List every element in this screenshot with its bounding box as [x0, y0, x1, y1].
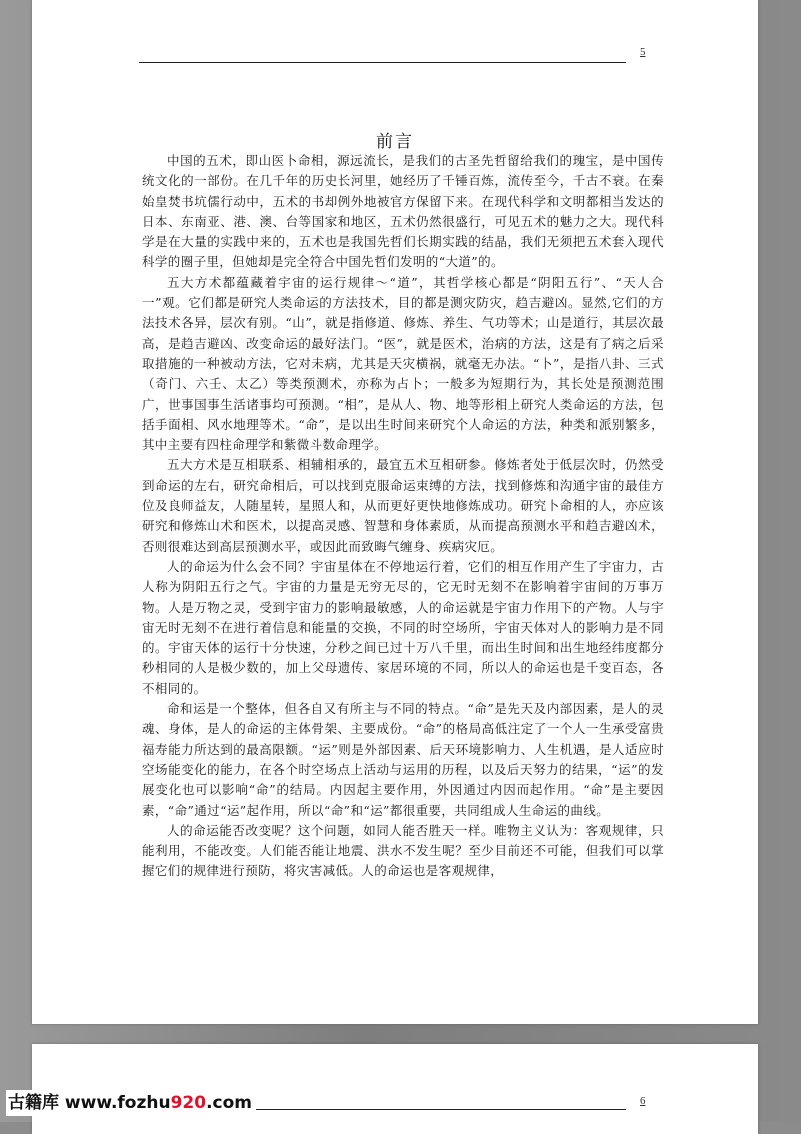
paragraph: 命和运是一个整体，但各自又有所主与不同的特点。“命”是先天及内部因素，是人的灵魂、身体，是人的命运的主体骨架、主要成份。“命”的格局高低注定了一个人一生承受富贵福寿能力所达到的最高限额。“运”则是外部因素、后天环境影响力、人生机遇，是人适应时空场能变化的能力，在各个时空场点上活动与运用的历程，以及后天努力的结果，“运”的发展变化也可以影响“命”的结局。内因起主要作用，外因通过内因而起作用。“命”是主要因素，“命”通过“运”起作用，所以“命”和“运”都很重要，共同组成人生命运的曲线。 [142, 701, 664, 818]
page-title: 前言 [376, 132, 414, 152]
paragraph: 人的命运为什么会不同？宇宙星体在不停地运行着，它们的相互作用产生了宇宙力，古人称为阴阳五行之气。宇宙的力量是无穷无尽的，它无时无刻不在影响着宇宙间的万事万物。人是万物之灵，受到宇宙力的影响最敏感，人的命运就是宇宙力作用下的产物。人与宇宙无时无刻不在进行着信息和能量的交换，不同的时空场所，宇宙天体对人的影响力是不同的。宇宙天体的运行十分快速，分秒之间已过十万八千里，而出生时间和出生地经纬度都分秒相同的人是极少数的，加上父母遗传、家居环境的不同，所以人的命运也是千变百态，各不相同的。 [142, 558, 664, 696]
paragraph: 五大方术都蕴藏着宇宙的运行规律～“道”，其哲学核心都是“阴阳五行”、“天人合一”观。它们都是研究人类命运的方法技术，目的都是测灾防灾，趋吉避凶。显然,它们的方法技术各异，层次有别。“山”，就是指修道、修炼、养生、气功等术；山是道行，其层次最高，是趋吉避凶、改变命运的最好法门。“医”，就是医术，治病的方法，这是有了病之后采取措施的一种被动方法，它对未病，尤其是天灾横祸，就毫无办法。“卜”，是指八卦、三式（奇门、六壬、太乙）等类预测术，亦称为占卜；一般多为短期行为，其长处是预测范围广，世事国事生活诸事均可预测。“相”，是从人、物、地等形相上研究人类命运的方法，包括手面相、风水地理等术。“命”，是以出生时间来研究个人命运的方法，种类和派别繁多，其中主要有四柱命理学和紫微斗数命理学。 [142, 274, 664, 453]
watermark-name: 古籍库 [8, 1093, 59, 1113]
paragraph: 五大方术是互相联系、相辅相承的，最宜五术互相研参。修炼者处于低层次时，仍然受到命运的左右，研究命相后，可以找到克服命运束缚的方法，找到修炼和沟通宇宙的最佳方位及良师益友，人随星转，星照人和，从而更好更快地修炼成功。研究卜命相的人，亦应该研究和修炼山术和医术，以提高灵感、智慧和身体素质，从而提高预测水平和趋吉避凶术，否则很难达到高层预测水平，或因此而致晦气缠身、疾病灾厄。 [142, 457, 664, 554]
body-text [142, 151, 664, 882]
page-number: 5 [640, 46, 646, 58]
page-number: 6 [640, 1095, 646, 1107]
header-rule [139, 62, 626, 63]
page-6 [32, 1044, 758, 1134]
watermark-url: www.fozhu920.com [64, 1093, 253, 1113]
page-5 [32, 0, 758, 1024]
paragraph: 人的命运能否改变呢？这个问题，如同人能否胜天一样。唯物主义认为：客观规律，只能利用，不能改变。人们能否能让地震、洪水不发生呢？至少目前还不可能，但我们可以掌握它们的规律进行预防，将灾害减低。人的命运也是客观规律， [142, 822, 664, 879]
paragraph: 中国的五术，即山医卜命相，源远流长，是我们的古圣先哲留给我们的瑰宝，是中国传统文化的一部份。在几千年的历史长河里，她经历了千锤百炼，流传至今，千古不衰。在秦始皇焚书坑儒行动中，五术的书却例外地被官方保留下来。在现代科学和文明都相当发达的日本、东南亚、港、澳、台等国家和地区，五术仍然很盛行，可见五术的魅力之大。现代科学是在大量的实践中来的，五术也是我国先哲们长期实践的结晶，我们无须把五术套入现代科学的圈子里，但她却是完全符合中国先哲们发明的“大道”的。 [142, 153, 664, 270]
site-watermark [6, 1090, 256, 1116]
